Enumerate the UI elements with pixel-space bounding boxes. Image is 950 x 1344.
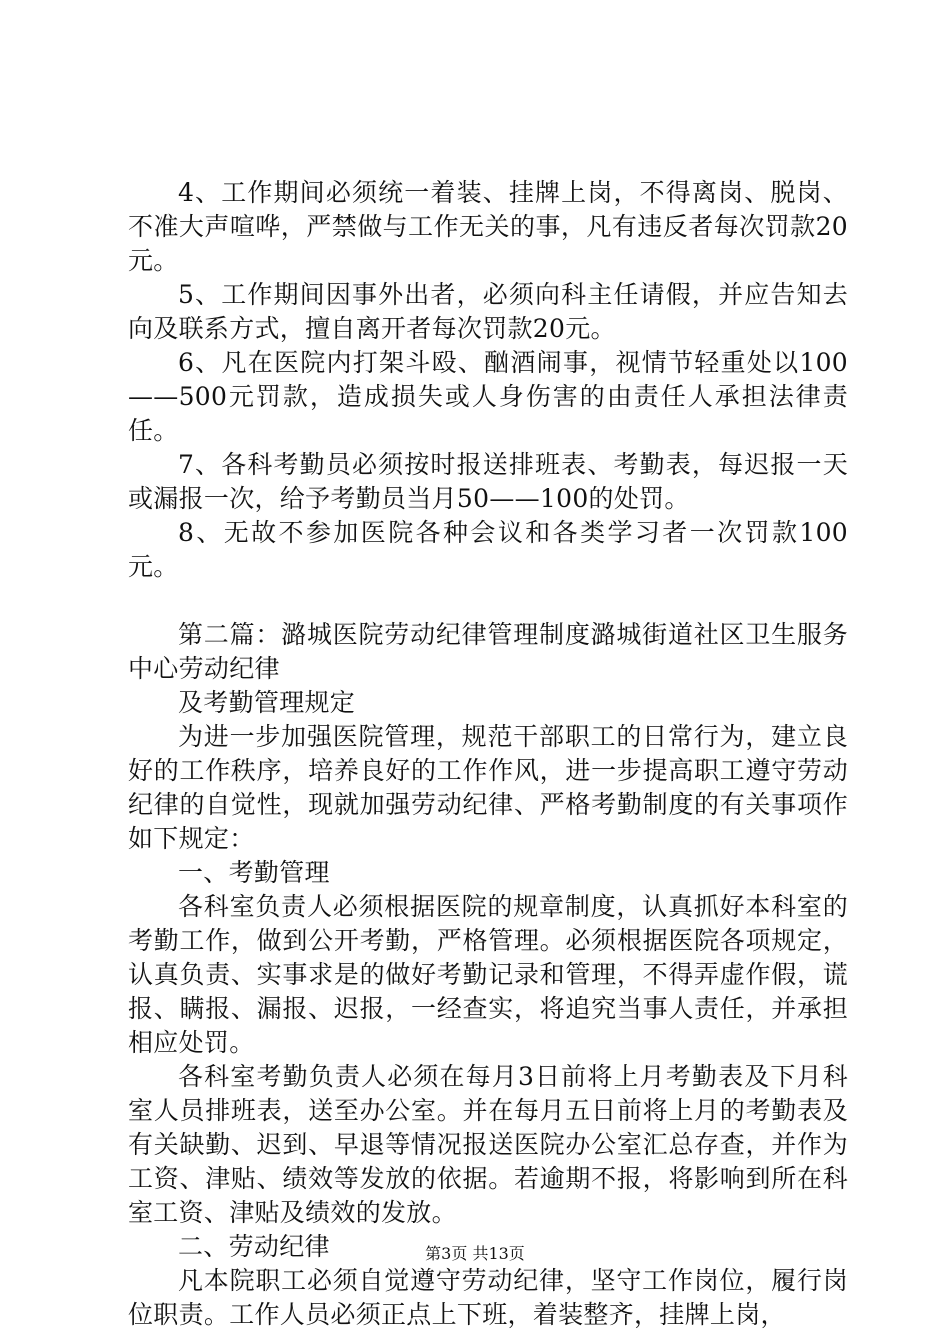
paragraph-discipline: 凡本院职工必须自觉遵守劳动纪律，坚守工作岗位，履行岗位职责。工作人员必须正点上下班，着装整齐，挂牌上岗， (128, 1266, 848, 1329)
paragraph-intro: 为进一步加强医院管理，规范干部职工的日常行为，建立良好的工作秩序，培养良好的工作作风，进一步提高职工遵守劳动纪律的自觉性，现就加强劳动纪律、严格考勤制度的有关事项作如下规定： (128, 722, 848, 853)
paragraph-rule-8: 8、无故不参加医院各种会议和各类学习者一次罚款100元。 (128, 518, 848, 581)
section-spacer (128, 584, 848, 618)
paragraph-rule-6: 6、凡在医院内打架斗殴、酗酒闹事，视情节轻重处以100——500元罚款，造成损失或人身伤害的由责任人承担法律责任。 (128, 348, 848, 445)
paragraph-rule-4: 4、工作期间必须统一着装、挂牌上岗，不得离岗、脱岗、不准大声喧哗，严禁做与工作无关的事，凡有违反者每次罚款20元。 (128, 178, 848, 275)
paragraph-rule-7: 7、各科考勤员必须按时报送排班表、考勤表，每迟报一天或漏报一次，给予考勤员当月50——100的处罚。 (128, 450, 848, 513)
paragraph-rule-5: 5、工作期间因事外出者，必须向科主任请假，并应告知去向及联系方式，擅自离开者每次罚款20元。 (128, 280, 848, 343)
section-title: 第二篇：潞城医院劳动纪律管理制度潞城街道社区卫生服务中心劳动纪律 (128, 620, 848, 683)
heading-attendance: 一、考勤管理 (178, 858, 330, 887)
heading-discipline: 二、劳动纪律 (178, 1232, 330, 1261)
paragraph-attendance-1: 各科室负责人必须根据医院的规章制度，认真抓好本科室的考勤工作，做到公开考勤，严格管理。必须根据医院各项规定，认真负责、实事求是的做好考勤记录和管理，不得弄虚作假，谎报、瞒报、漏报、迟报，一经查实，将追究当事人责任，并承担相应处罚。 (128, 892, 848, 1057)
section-subtitle: 及考勤管理规定 (178, 688, 356, 717)
page-number-footer: 第3页 共13页 (425, 1244, 525, 1263)
document-body (128, 176, 848, 1332)
paragraph-attendance-2: 各科室考勤负责人必须在每月3日前将上月考勤表及下月科室人员排班表，送至办公室。并在每月五日前将上月的考勤表及有关缺勤、迟到、早退等情况报送医院办公室汇总存查，并作为工资、津贴、绩效等发放的依据。若逾期不报，将影响到所在科室工资、津贴及绩效的发放。 (128, 1062, 848, 1227)
